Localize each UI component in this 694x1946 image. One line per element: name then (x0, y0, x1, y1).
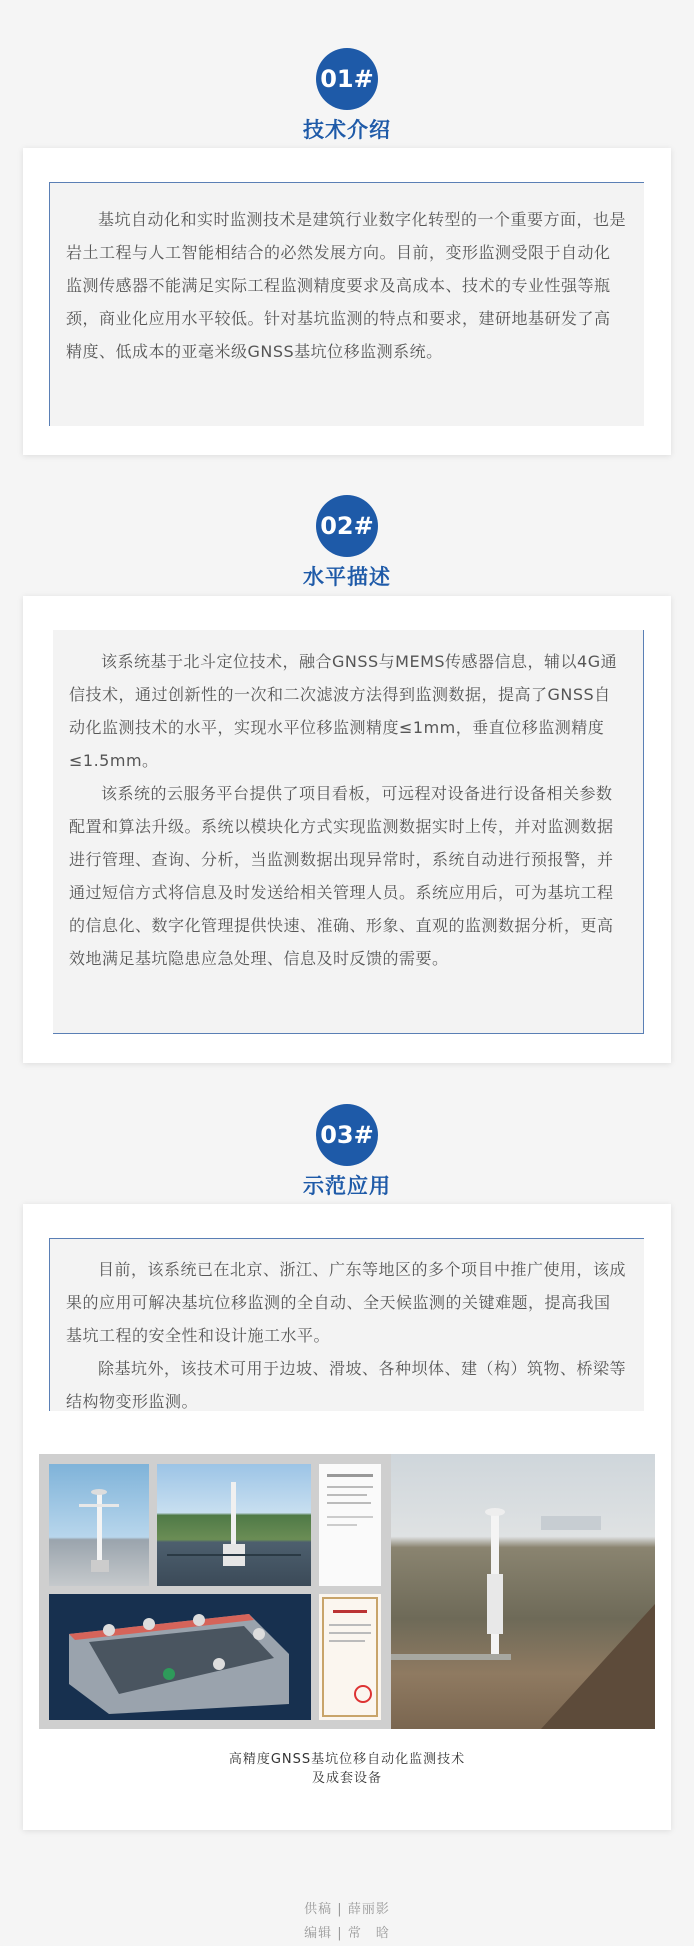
pit-model-icon (49, 1594, 311, 1720)
certificate-document-top (319, 1464, 381, 1586)
station-hillside-photo (157, 1464, 311, 1586)
section-2-textbox (53, 630, 644, 1034)
section-1-paragraph-1: 基坑自动化和实时监测技术是建筑行业数字化转型的一个重要方面，也是岩土工程与人工智能相结合的必然发展方向。目前，变形监测受限于自动化监测传感器不能满足实际工程监测精度要求及高成本、技术的专业性强等瓶颈，商业化应用水平较低。针对基坑监测的特点和要求，建研地基研发了高精度、低成本的亚毫米级GNSS基坑位移监测系统。 (66, 210, 627, 361)
section-2-paragraph-2: 该系统的云服务平台提供了项目看板，可远程对设备进行设备相关参数配置和算法升级。系统以模块化方式实现监测数据实时上传，并对监测数据进行管理、查询、分析，当监测数据出现异常时，系统自动进行预报警，并通过短信方式将信息及时发送给相关管理人员。系统应用后，可为基坑工程的信息化、数字化管理提供快速、准确、形象、直观的监测数据分析，更高效地满足基坑隐患应急处理、信息及时反馈的需要。 (69, 784, 614, 968)
section-3-paragraph-1: 目前，该系统已在北京、浙江、广东等地区的多个项目中推广使用，该成果的应用可解决基坑位移监测的全自动、全天候监测的关键难题，提高我国基坑工程的安全性和设计施工水平。 (66, 1260, 627, 1345)
project-photo-collage (39, 1454, 655, 1729)
section-1-title: 技术介绍 (303, 118, 391, 142)
section-2-title: 水平描述 (303, 565, 391, 589)
section-3-badge: 03# (316, 1104, 378, 1166)
section-3-title: 示范应用 (303, 1174, 391, 1198)
figure-caption-line-1: 高精度GNSS基坑位移自动化监测技术 (228, 1752, 466, 1767)
antenna-rooftop-photo (49, 1464, 149, 1586)
patent-icon (319, 1594, 381, 1720)
document-icon (319, 1464, 381, 1586)
section-2-badge: 02# (316, 495, 378, 557)
section-1-card (23, 148, 671, 455)
patent-certificate-photo (319, 1594, 381, 1720)
section-2-paragraph-1: 该系统基于北斗定位技术，融合GNSS与MEMS传感器信息，辅以4G通信技术，通过创新性的一次和二次滤波方法得到监测数据，提高了GNSS自动化监测技术的水平，实现水平位移监测精度≤1mm，垂直位移监测精度≤1.5mm。 (69, 652, 618, 770)
construction-site-photo (391, 1454, 655, 1729)
3d-pit-model-screenshot (49, 1594, 311, 1720)
section-3-textbox (49, 1238, 644, 1411)
station-icon (157, 1464, 311, 1586)
footer-supplier: 供稿 | 薛丽影 (304, 1902, 390, 1917)
figure-caption (23, 1750, 671, 1788)
antenna-icon (49, 1464, 149, 1586)
section-3-paragraph-2: 除基坑外，该技术可用于边坡、滑坡、各种坝体、建（构）筑物、桥梁等结构物变形监测。 (66, 1359, 627, 1411)
figure-caption-line-2: 及成套设备 (311, 1771, 382, 1786)
section-1-badge: 01# (316, 48, 378, 110)
section-3-card (23, 1204, 671, 1830)
footer-editor: 编辑 | 常 晗 (304, 1926, 390, 1941)
section-2-card (23, 596, 671, 1063)
monitoring-pillar-icon (391, 1454, 655, 1729)
section-1-textbox (49, 182, 644, 426)
